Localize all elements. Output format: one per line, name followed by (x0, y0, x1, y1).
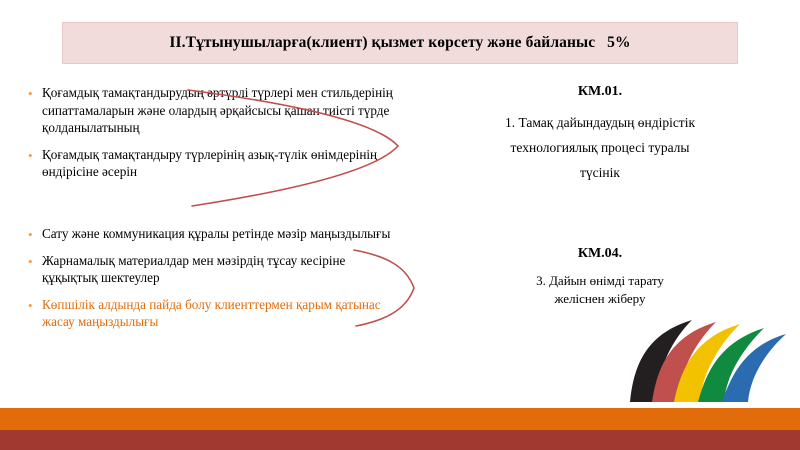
module-code-1: КМ.01. (577, 84, 623, 99)
bullet-dot-icon: • (28, 226, 33, 242)
module-text-2-line-2: желіснен жіберу (554, 291, 646, 306)
bullet-dot-icon: • (28, 297, 33, 313)
list-item (28, 146, 398, 181)
footer-bar-base (0, 430, 800, 450)
list-item-text-highlight: Көпшілік алдында пайда болу клиенттермен қарым қатынас жасау маңыздылығы (42, 296, 381, 329)
module-text-2-line-1: 3. Дайын өнімді тарату (536, 273, 664, 288)
module-code-2: КМ.04. (577, 246, 623, 261)
page-title: II.Тұтынушыларға(клиент) қызмет көрсету және байланыс 5% (169, 34, 631, 51)
footer-bar-secondary (0, 408, 800, 430)
slide-title-banner (62, 22, 738, 64)
bullet-group-2 (28, 225, 398, 331)
list-item (28, 296, 398, 331)
left-bullet-column (28, 84, 398, 340)
ribbon-decoration-icon (600, 298, 790, 408)
module-text-1-line-2: технологиялық процесі туралы (510, 140, 690, 155)
list-item-text: Қоғамдық тамақтандырудың әртүрлі түрлері мен стильдерінің сипаттамаларын және олардың әрқайсысы қашан тиісті түрде қолданылатының (42, 85, 393, 135)
list-item-text: Сату және коммуникация құралы ретінде мәзір маңыздылығы (42, 225, 391, 241)
module-text-1-line-3: түсінік (580, 165, 620, 180)
module-text-1-line-1: 1. Тамақ дайындаудың өндірістік (504, 115, 696, 130)
list-item (28, 84, 398, 137)
list-item (28, 252, 398, 287)
list-item-text: Қоғамдық тамақтандыру түрлерінің азық-түлік өнімдерінің өндірісіне әсерін (42, 146, 378, 179)
bullet-dot-icon: • (28, 253, 33, 269)
list-item-text: Жарнамалық материалдар мен мәзірдің тұсау кесіріне құқықтық шектеулер (42, 252, 346, 285)
list-item (28, 225, 398, 243)
bullet-group-1 (28, 84, 398, 181)
bullet-dot-icon: • (28, 147, 33, 163)
bullet-dot-icon: • (28, 86, 33, 101)
right-block-1 (430, 84, 770, 185)
